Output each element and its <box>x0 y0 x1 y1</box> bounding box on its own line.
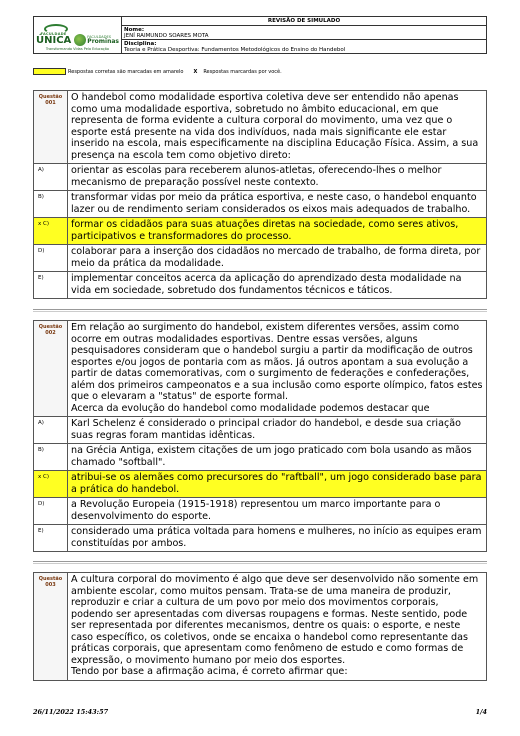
option-d[interactable]: colaborar para a inserção dos cidadãos no mercado de trabalho, de forma direta, por meio da prática da modalidade. <box>68 245 486 272</box>
unica-logo-top: FACULDADE <box>40 31 67 36</box>
option-b[interactable]: transformar vidas por meio da prática esportiva, e neste caso, o handebol enquanto lazer ou de rendimento seriam considerados os eixos mais adequados de trabalho. <box>68 191 486 218</box>
header-table <box>33 16 487 54</box>
option-letter-selected: x C) <box>34 471 68 498</box>
question-003 <box>33 572 487 681</box>
legend-correct-text: Respostas corretas são marcadas em amarelo <box>68 68 184 75</box>
globe-icon <box>74 34 86 46</box>
option-letter: A) <box>34 417 68 444</box>
question-text: A cultura corporal do movimento é algo que deve ser desenvolvido não somente em ambiente escolar, como muitos pensam. Trata-se de uma maneira de produzir, reproduzir e criar a cultura de um povo por meio dos movimentos corporais, podendo ser apresentadas com diversas roupagens e formas. Neste sentido, pode ser representada por diferentes mecanismos, dentre os quais: o esporte, e neste caso específico, os coletivos, onde se encaixa o handebol como representante das práticas corporais, que apresentam como fenômeno de estudo e como formas de expressão, o movimento humano por meio dos esportes. Tendo por base a afirmação acima, é correto afirmar que: <box>71 574 479 677</box>
prominas-logo-top: FACULDADES <box>87 34 112 39</box>
name-value: JENÍ RAIMUNDO SOARES MOTA <box>124 32 209 39</box>
option-b[interactable]: na Grécia Antiga, existem citações de um jogo praticado com bola usando as mãos chamado "softball". <box>68 444 486 471</box>
question-002 <box>33 320 487 552</box>
legend-yellow-swatch <box>33 68 66 75</box>
question-number: Questão 003 <box>34 573 68 680</box>
question-text: O handebol como modalidade esportiva coletiva deve ser entendido não apenas como uma modalidade esportiva, sobretudo no âmbito educacional, em que representa de forma evidente a cultura corporal do movimento, uma vez que o esporte está presente na vida dos indivíduos, nada mais significante ele estar inserido na escola, mais especificamente na disciplina Educação Física. Assim, a sua presença na escola tem como objetivo direto: <box>68 91 486 164</box>
answer-legend <box>33 67 288 76</box>
discipline-cell <box>122 40 487 54</box>
unica-logo <box>36 22 71 46</box>
question-001 <box>33 90 487 299</box>
name-label: Nome: <box>124 26 145 33</box>
question-number: Questão 001 <box>34 91 68 164</box>
question-text: Em relação ao surgimento do handebol, existem diferentes versões, assim como ocorre em outras modalidades esportivas. Dentre essas versões, alguns pesquisadores consideram que o handebol surgiu a partir da modificação de outros esportes e/ou jogos de pontaria com as mãos. Já outros apontam a sua evolução a partir de datas comemorativas, com o surgimento de federações e confederações, além dos primeiros campeonatos e a sua inclusão como esporte olímpico, fatos estes que o elevaram a "status" de esporte formal. Acerca da evolução do handebol como modalidade podemos destacar que <box>68 321 486 417</box>
discipline-value: Teoria e Prática Desportiva: Fundamentos Metodológicos do Ensino do Handebol <box>124 46 346 53</box>
logo-tagline: Transformando Vidas Pela Educação <box>45 46 110 51</box>
question-separator <box>33 309 487 312</box>
legend-marked-text: Respostas marcardas por você. <box>203 68 282 75</box>
option-c-correct[interactable]: atribui-se os alemães como precursores do "raftball", um jogo considerado base para a prática do handebol. <box>68 471 486 498</box>
option-letter: D) <box>34 245 68 272</box>
option-d[interactable]: a Revolução Europeia (1915-1918) representou um marco importante para o desenvolvimento do esporte. <box>68 498 486 525</box>
prominas-logo <box>74 34 119 46</box>
unica-logo-name: ÚNICA <box>36 34 72 46</box>
name-cell <box>122 26 487 40</box>
legend-x-mark: X <box>193 68 198 75</box>
discipline-label: Disciplina: <box>124 40 157 47</box>
page-title: REVISÃO DE SIMULADO <box>122 17 487 26</box>
option-a[interactable]: orientar as escolas para receberem alunos-atletas, oferecendo-lhes o melhor mecanismo de preparação possível neste contexto. <box>68 164 486 191</box>
option-letter: E) <box>34 525 68 551</box>
unica-arc-icon <box>41 22 67 32</box>
option-e[interactable]: implementar conceitos acerca da aplicação do aprendizado desta modalidade na vida em sociedade, sobretudo dos fundamentos técnicos e táticos. <box>71 273 462 296</box>
option-letter: A) <box>34 164 68 191</box>
option-c-correct[interactable]: formar os cidadãos para suas atuações diretas na sociedade, como seres ativos, participativos e transformadores do processo. <box>68 218 486 245</box>
option-e[interactable]: considerado uma prática voltada para homens e mulheres, no início as equipes eram constituídas por ambos. <box>71 526 482 549</box>
option-a[interactable]: Karl Schelenz é considerado o principal criador do handebol, e desde sua criação suas regras foram mantidas idênticas. <box>68 417 486 444</box>
option-letter-selected: x C) <box>34 218 68 245</box>
option-letter: E) <box>34 272 68 298</box>
option-letter: B) <box>34 444 68 471</box>
option-letter: D) <box>34 498 68 525</box>
footer-page-number: 1/4 <box>475 708 487 716</box>
question-number: Questão 002 <box>34 321 68 417</box>
option-letter: B) <box>34 191 68 218</box>
question-separator <box>33 561 487 564</box>
footer-datetime: 26/11/2022 15:43:57 <box>33 708 109 716</box>
prominas-logo-name: Prominas <box>87 37 119 45</box>
logo-area <box>34 17 122 54</box>
